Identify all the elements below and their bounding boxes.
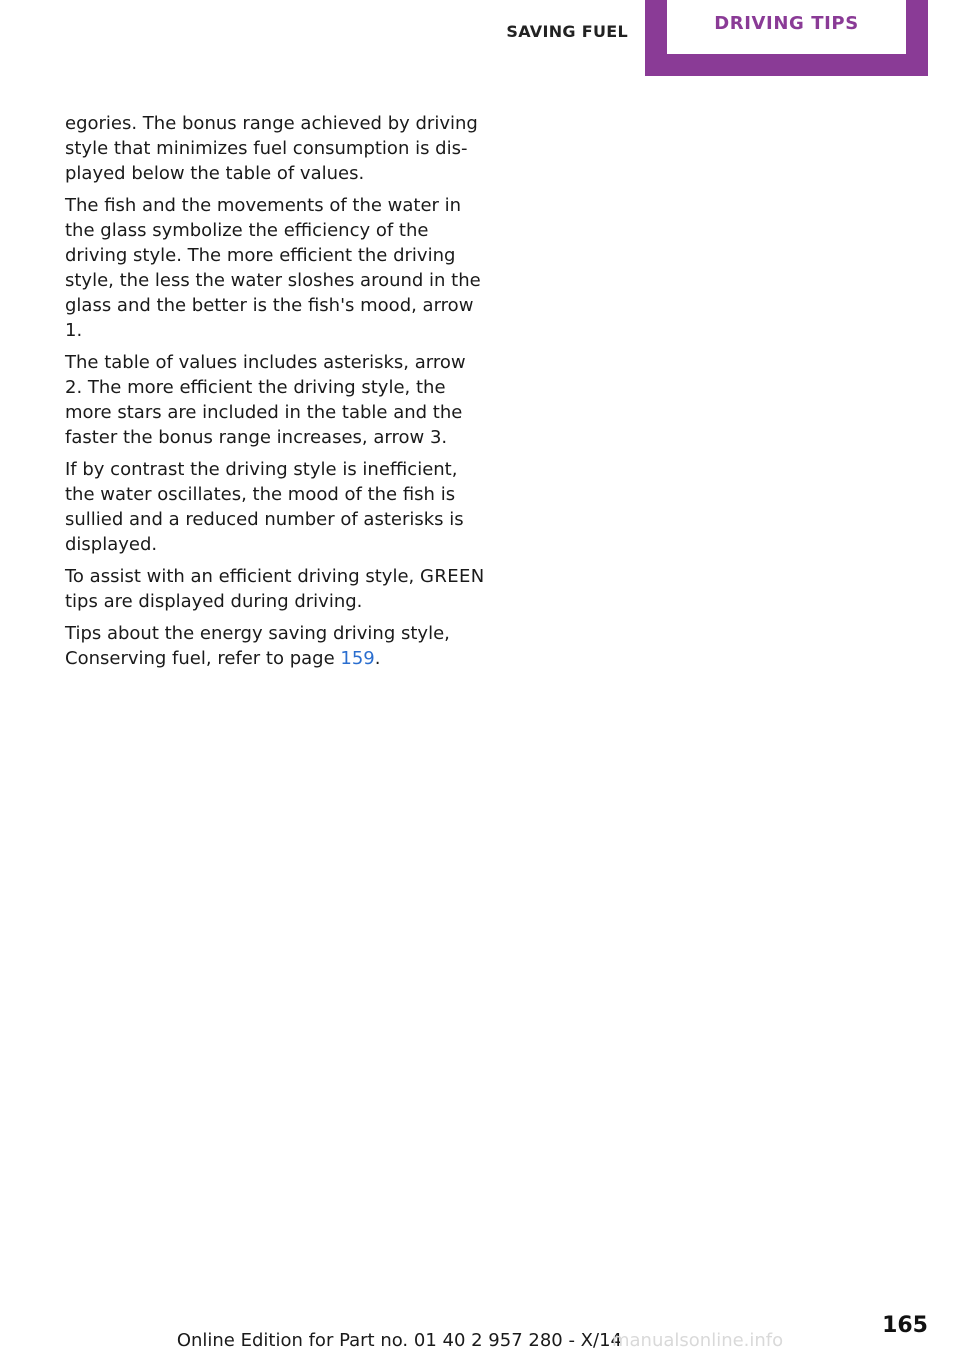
- footer: [0, 1330, 960, 1351]
- paragraph-5-text-b: tips are displayed during driving.: [65, 591, 363, 612]
- paragraph-6: [65, 621, 485, 671]
- paragraph-4: If by contrast the driving style is inefficient, the water oscillates, the mood of the fish is sullied and a reduced number of asterisks is displayed.: [65, 459, 464, 555]
- chapter-tab-label-box: [667, 0, 906, 54]
- page-number: 165: [882, 1313, 928, 1338]
- paragraph-5: [65, 564, 485, 614]
- paragraph-6-text-a: Tips about the energy saving driving style, Conserving fuel, refer to page: [65, 623, 450, 669]
- chapter-title: DRIVING TIPS: [714, 12, 859, 34]
- main-text: [65, 111, 485, 678]
- watermark-text: manualsonline.info: [611, 1330, 784, 1351]
- page-reference-link[interactable]: 159: [340, 648, 375, 669]
- header-section-label: SAVING FUEL: [506, 22, 628, 41]
- chapter-tab: [645, 0, 928, 76]
- paragraph-3: The table of values includes asterisks, arrow 2. The more efficient the driving style, the more stars are included in the table and the faster the bonus range increases, arrow 3.: [65, 352, 466, 448]
- paragraph-6-text-b: .: [374, 648, 381, 669]
- paragraph-2: The fish and the movements of the water in the glass symbolize the efficiency of the driving style. The more efficient the driving style, the less the water sloshes around in the glass and the better is the fish's mood, arrow 1.: [65, 195, 481, 341]
- edition-text: Online Edition for Part no. 01 40 2 957 280 - X/14: [176, 1330, 622, 1351]
- paragraph-5-text-a: To assist with an efficient driving style,: [65, 566, 420, 587]
- green-mode-term: GREEN: [419, 566, 485, 587]
- paragraph-1: egories. The bonus range achieved by driving style that minimizes fuel consumption is displayed below the table of values.: [65, 113, 478, 184]
